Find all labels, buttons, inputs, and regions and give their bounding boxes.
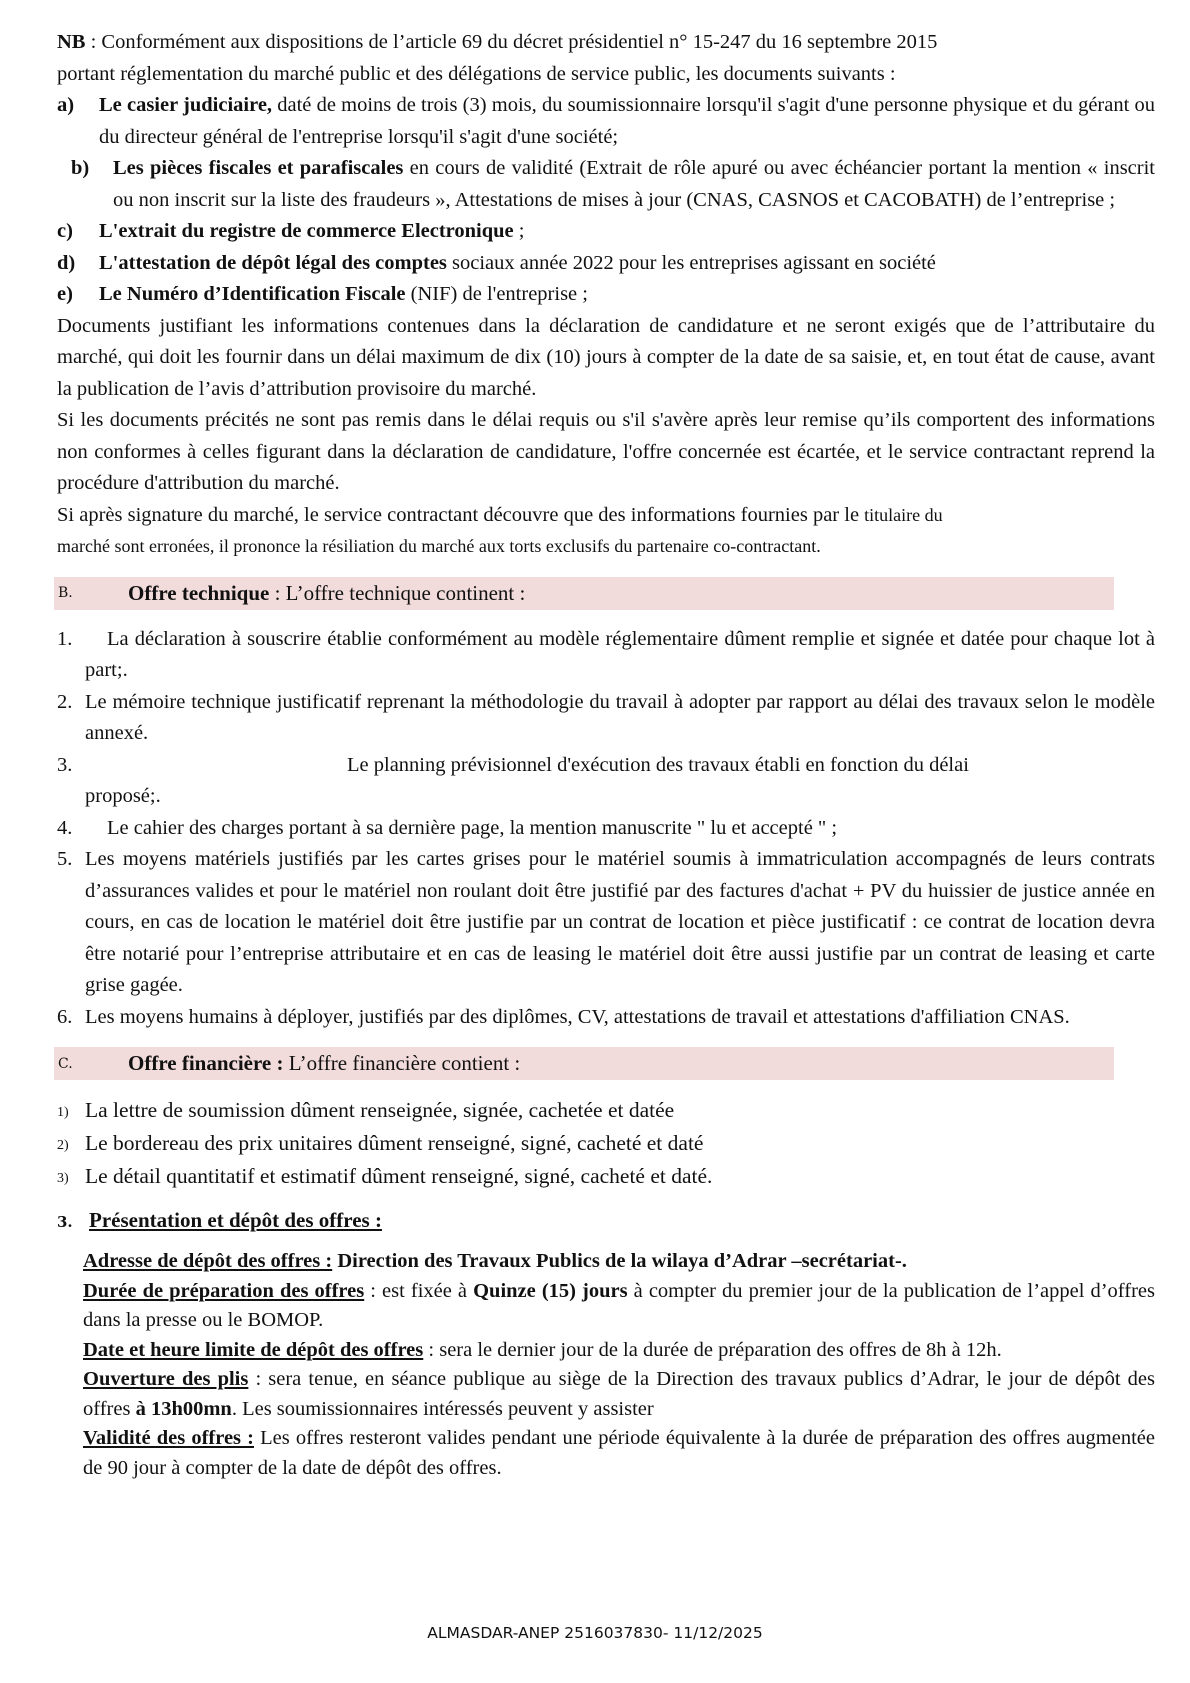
nb-paragraph-resiliation: Si après signature du marché, le service contractant découvre que des informations fournies par le titulaire du [57, 503, 943, 526]
depot-date-limite: Date et heure limite de dépôt des offres : sera le dernier jour de la durée de préparation des offres de 8h à 12h. [83, 1338, 1002, 1361]
nb-item-e: e) Le Numéro d’Identification Fiscale (NIF) de l'entreprise ; [57, 283, 588, 305]
section-letter: C. [58, 1055, 73, 1072]
financiere-item-3: 3) Le détail quantitatif et estimatif dûment renseigné, signé, cacheté et daté. [57, 1164, 713, 1188]
technique-item-3: 3. Le planning prévisionnel d'exécution des travaux établi en fonction du délai proposé;. [57, 753, 969, 807]
section-title: Offre financière : [128, 1051, 284, 1075]
nb-item-d: d) L'attestation de dépôt légal des comptes sociaux année 2022 pour les entreprises agissant en société [57, 251, 936, 274]
section-presentation-depot [57, 1203, 1155, 1239]
section-title: Présentation et dépôt des offres : [89, 1208, 382, 1232]
technique-item-6: 6. Les moyens humains à déployer, justifiés par des diplômes, CV, attestations de travail et attestations d'affiliation CNAS. [57, 1005, 1070, 1028]
financiere-item-1: 1) La lettre de soumission dûment renseignée, signée, cachetée et datée [57, 1098, 675, 1122]
nb-paragraph-resiliation-cont: marché sont erronées, il prononce la résiliation du marché aux torts exclusifs du partenaire co-contractant. [57, 536, 821, 556]
depot-duree: Durée de préparation des offres : est fixée à Quinze (15) jours à compter du premier jour de la publication de l’appel d’offres dans la presse ou le BOMOP. [83, 1279, 1155, 1331]
nb-item-a: a) Le casier judiciaire, daté de moins de trois (3) mois, du soumissionnaire lorsqu'il s'agit d'une personne physique et du gérant ou du directeur général de l'entreprise lorsqu'il s'agit d'une société; [57, 94, 1156, 148]
technique-item-4: 4. Le cahier des charges portant à sa dernière page, la mention manuscrite " lu et accepté " ; [57, 816, 838, 839]
depot-ouverture-plis: Ouverture des plis : sera tenue, en séance publique au siège de la Direction des travaux publics d’Adrar, le jour de dépôt des offres à 13h00mn. Les soumissionnaires intéressés peuvent y assister [83, 1368, 1155, 1420]
section-title: Offre technique [128, 580, 270, 605]
nb-label: NB [57, 31, 86, 53]
nb-paragraph-documents: Documents justifiant les informations contenues dans la déclaration de candidature et ne seront exigés que de l’attributaire du marché, qui doit les fournir dans un délai maximum de dix (10) jours à compter de la date de sa saisie, et, en tout état de cause, avant la publication de l’avis d’attribution provisoire du marché. [57, 314, 1155, 400]
depot-validite: Validité des offres : Les offres resteront valides pendant une période équivalente à la durée de préparation des offres augmentée de 90 jour à compter de la date de dépôt des offres. [83, 1427, 1155, 1479]
section-header-offre-technique: B. Offre technique : L’offre technique continent : [54, 577, 1114, 610]
technique-item-1: 1. La déclaration à souscrire établie conformément au modèle réglementaire dûment remplie et signée et datée pour chaque lot à part;. [57, 627, 1155, 681]
section-letter: B. [58, 585, 73, 601]
nb-paragraph-ecartee: Si les documents précités ne sont pas remis dans le délai requis ou s'il s'avère après leur remise qu’ils comportent des informations non conformes à celles figurant dans la déclaration de candidature, l'offre concernée est écartée, et le service contractant reprend la procédure d'attribution du marché. [57, 409, 1155, 494]
nb-intro-cont: portant réglementation du marché public et des délégations de service public, les documents suivants : [57, 62, 896, 85]
section-number: 3. [57, 1213, 73, 1231]
nb-item-b: b) Les pièces fiscales et parafiscales en cours de validité (Extrait de rôle apuré ou avec échéancier portant la mention « inscrit ou non inscrit sur la liste des fraudeurs », Attestations de mises à jour (CNAS, CASNOS et CACOBATH) de l’entreprise ; [71, 157, 1155, 211]
document-page [57, 27, 1155, 1483]
technique-item-5: 5. Les moyens matériels justifiés par les cartes grises pour le matériel soumis à immatriculation accompagnés de leurs contrats d’assurances valides et pour le matériel non roulant doit être justifié par des factures d'achat + PV du huissier de justice année en cours, en cas de location le matériel doit être justifie par un contrat de location et pièce justificatif : ce contrat de location devra être notarié pour l’entreprise attributaire et en cas de leasing le matériel doit être aussi justifie par un contrat de leasing et carte grise gagée. [57, 848, 1155, 996]
nb-intro: NB : Conformément aux dispositions de l’article 69 du décret présidentiel n° 15-247 du 16 septembre 2015 [57, 31, 938, 53]
depot-adresse: Adresse de dépôt des offres : Direction des Travaux Publics de la wilaya d’Adrar –secrétariat-. [83, 1250, 907, 1272]
financiere-item-2: 2) Le bordereau des prix unitaires dûment renseigné, signé, cacheté et daté [57, 1131, 704, 1155]
technique-item-2: 2. Le mémoire technique justificatif reprenant la méthodologie du travail à adopter par rapport au délai des travaux selon le modèle annexé. [57, 690, 1155, 744]
nb-item-c: c) L'extrait du registre de commerce Electronique ; [57, 220, 525, 242]
footer-reference: ALMASDAR-ANEP 2516037830- 11/12/2025 [427, 1624, 763, 1642]
section-header-offre-financiere: C. Offre financière : L’offre financière contient : [54, 1047, 1114, 1080]
depot-details [57, 1247, 1155, 1483]
